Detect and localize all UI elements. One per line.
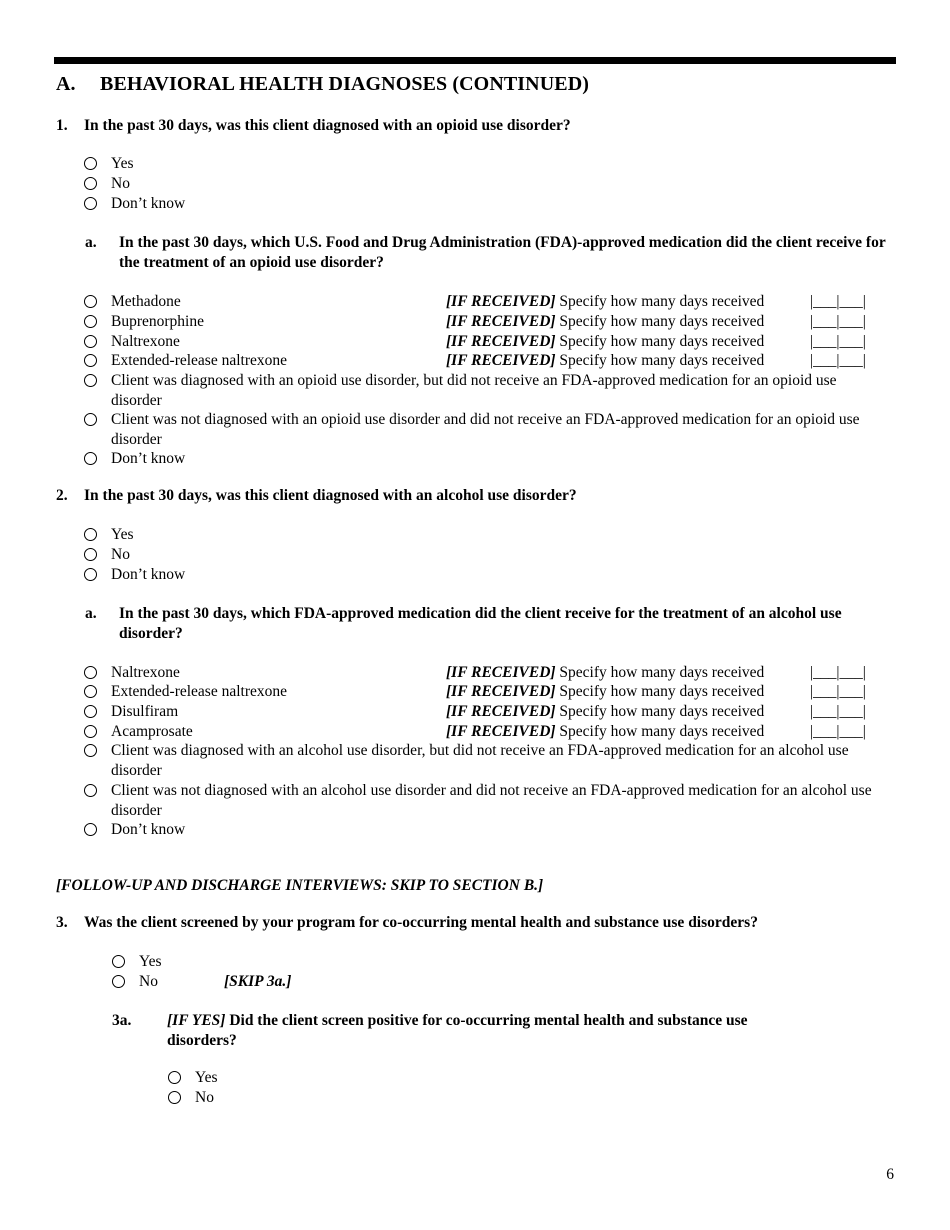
option-label: Client was diagnosed with an opioid use disorder, but did not receive an FDA-approved medication for an opioid use disorder <box>111 372 837 409</box>
question-text: In the past 30 days, was this client diagnosed with an alcohol use disorder? <box>84 487 577 504</box>
specify-text: Specify how many days received <box>555 723 765 740</box>
radio-button[interactable] <box>84 177 97 190</box>
option-label: Yes <box>111 526 134 543</box>
if-received-tag: [IF RECEIVED] <box>446 313 556 330</box>
radio-button[interactable] <box>84 315 97 328</box>
option-label: No <box>139 973 158 990</box>
option-label: Methadone <box>111 293 181 310</box>
radio-button[interactable] <box>84 335 97 348</box>
q2a-option-naltrexone[interactable] <box>84 663 884 683</box>
radio-button[interactable] <box>168 1091 181 1104</box>
option-label: Yes <box>111 155 134 172</box>
if-received-tag: [IF RECEIVED] <box>446 293 556 310</box>
radio-button[interactable] <box>84 452 97 465</box>
question-label: a. <box>85 234 97 251</box>
question-1a <box>85 233 897 273</box>
radio-button[interactable] <box>84 705 97 718</box>
if-yes-tag: [IF YES] <box>167 1012 226 1029</box>
question-1 <box>56 117 571 135</box>
days-entry-field[interactable]: |___|___| <box>810 333 866 350</box>
radio-button[interactable] <box>84 784 97 797</box>
option-label: Don’t know <box>111 195 186 212</box>
specify-text: Specify how many days received <box>555 664 765 681</box>
skip-note: [SKIP 3a.] <box>224 973 292 990</box>
option-label: Buprenorphine <box>111 313 204 330</box>
specify-days <box>446 702 764 722</box>
q2a-option-not-diagnosed[interactable] <box>84 781 884 821</box>
radio-button[interactable] <box>84 528 97 541</box>
option-label: Client was diagnosed with an alcohol use disorder, but did not receive an FDA-approved medication for an alcohol use disorder <box>111 742 849 779</box>
q1a-option-buprenorphine[interactable] <box>84 312 884 332</box>
specify-days <box>446 312 764 332</box>
specify-text: Specify how many days received <box>555 703 765 720</box>
option-label: Client was not diagnosed with an opioid use disorder and did not receive an FDA-approved medication for an opioid use disorder <box>111 411 860 448</box>
days-entry-field[interactable]: |___|___| <box>810 293 866 310</box>
question-text: In the past 30 days, was this client diagnosed with an opioid use disorder? <box>84 117 571 134</box>
radio-button[interactable] <box>84 568 97 581</box>
option-label: Don’t know <box>111 821 186 838</box>
radio-button[interactable] <box>168 1071 181 1084</box>
option-label: Don’t know <box>111 450 186 467</box>
q1a-option-extended-release-naltrexone[interactable] <box>84 351 884 371</box>
option-label: Naltrexone <box>111 333 180 350</box>
radio-button[interactable] <box>112 975 125 988</box>
option-label: Yes <box>195 1069 218 1086</box>
option-label: Acamprosate <box>111 723 193 740</box>
days-entry-field[interactable]: |___|___| <box>810 723 866 740</box>
radio-button[interactable] <box>84 685 97 698</box>
radio-button[interactable] <box>84 197 97 210</box>
q2a-option-disulfiram[interactable] <box>84 702 884 722</box>
specify-text: Specify how many days received <box>555 683 765 700</box>
specify-days <box>446 682 764 702</box>
option-label: No <box>111 175 130 192</box>
specify-text: Specify how many days received <box>555 352 765 369</box>
q2a-option-diagnosed-no-medication[interactable] <box>84 741 864 781</box>
top-rule <box>54 57 896 64</box>
if-received-tag: [IF RECEIVED] <box>446 683 556 700</box>
q1a-option-methadone[interactable] <box>84 292 884 312</box>
skip-instruction: [FOLLOW-UP AND DISCHARGE INTERVIEWS: SKIP TO SECTION B.] <box>56 877 544 894</box>
question-3 <box>56 914 758 932</box>
question-2a <box>85 604 897 644</box>
option-label: Extended-release naltrexone <box>111 683 288 700</box>
days-entry-field[interactable]: |___|___| <box>810 664 866 681</box>
question-2 <box>56 487 577 505</box>
question-number: 1. <box>56 117 68 134</box>
radio-button[interactable] <box>84 744 97 757</box>
radio-button[interactable] <box>84 157 97 170</box>
question-text: Did the client screen positive for co-occurring mental health and substance use disorders? <box>167 1012 748 1049</box>
radio-button[interactable] <box>84 413 97 426</box>
section-heading <box>56 73 589 96</box>
if-received-tag: [IF RECEIVED] <box>446 333 556 350</box>
specify-text: Specify how many days received <box>555 293 765 310</box>
question-label: 3a. <box>112 1012 132 1029</box>
option-label: Client was not diagnosed with an alcohol use disorder and did not receive an FDA-approved medication for an alcohol use disorder <box>111 782 872 819</box>
radio-button[interactable] <box>84 666 97 679</box>
if-received-tag: [IF RECEIVED] <box>446 664 556 681</box>
specify-days <box>446 351 764 371</box>
if-received-tag: [IF RECEIVED] <box>446 352 556 369</box>
question-text: Was the client screened by your program for co-occurring mental health and substance use disorders? <box>84 914 758 931</box>
option-label: Extended-release naltrexone <box>111 352 288 369</box>
question-label: a. <box>85 605 97 622</box>
question-3a <box>112 1011 822 1051</box>
question-number: 3. <box>56 914 68 931</box>
if-received-tag: [IF RECEIVED] <box>446 703 556 720</box>
q2a-option-extended-release-naltrexone[interactable] <box>84 682 884 702</box>
q1a-option-naltrexone[interactable] <box>84 332 884 352</box>
q1a-option-not-diagnosed[interactable] <box>84 410 890 450</box>
option-label: No <box>111 546 130 563</box>
option-label: Naltrexone <box>111 664 180 681</box>
option-label: Disulfiram <box>111 703 179 720</box>
radio-button[interactable] <box>84 823 97 836</box>
q1a-option-diagnosed-no-medication[interactable] <box>84 371 890 411</box>
q3-option-no[interactable] <box>112 972 332 992</box>
specify-days <box>446 722 764 742</box>
radio-button[interactable] <box>84 295 97 308</box>
specify-text: Specify how many days received <box>555 333 765 350</box>
specify-text: Specify how many days received <box>555 313 765 330</box>
radio-button[interactable] <box>84 548 97 561</box>
specify-days <box>446 292 764 312</box>
question-number: 2. <box>56 487 68 504</box>
radio-button[interactable] <box>84 354 97 367</box>
radio-button[interactable] <box>84 725 97 738</box>
option-label: Don’t know <box>111 566 186 583</box>
question-text: In the past 30 days, which U.S. Food and Drug Administration (FDA)-approved medication did the client receive for the treatment of an opioid use disorder? <box>119 234 886 271</box>
section-title: BEHAVIORAL HEALTH DIAGNOSES (CONTINUED) <box>100 73 590 95</box>
days-entry-field[interactable]: |___|___| <box>810 683 866 700</box>
option-label: Yes <box>139 953 162 970</box>
days-entry-field[interactable]: |___|___| <box>810 703 866 720</box>
days-entry-field[interactable]: |___|___| <box>810 352 866 369</box>
page-number: 6 <box>886 1166 894 1183</box>
question-text: In the past 30 days, which FDA-approved medication did the client receive for the treatment of an alcohol use disorder? <box>119 605 842 642</box>
specify-days <box>446 332 764 352</box>
section-letter: A. <box>56 73 76 95</box>
days-entry-field[interactable]: |___|___| <box>810 313 866 330</box>
radio-button[interactable] <box>84 374 97 387</box>
q2a-option-acamprosate[interactable] <box>84 722 884 742</box>
if-received-tag: [IF RECEIVED] <box>446 723 556 740</box>
option-label: No <box>195 1089 214 1106</box>
specify-days <box>446 663 764 683</box>
radio-button[interactable] <box>112 955 125 968</box>
